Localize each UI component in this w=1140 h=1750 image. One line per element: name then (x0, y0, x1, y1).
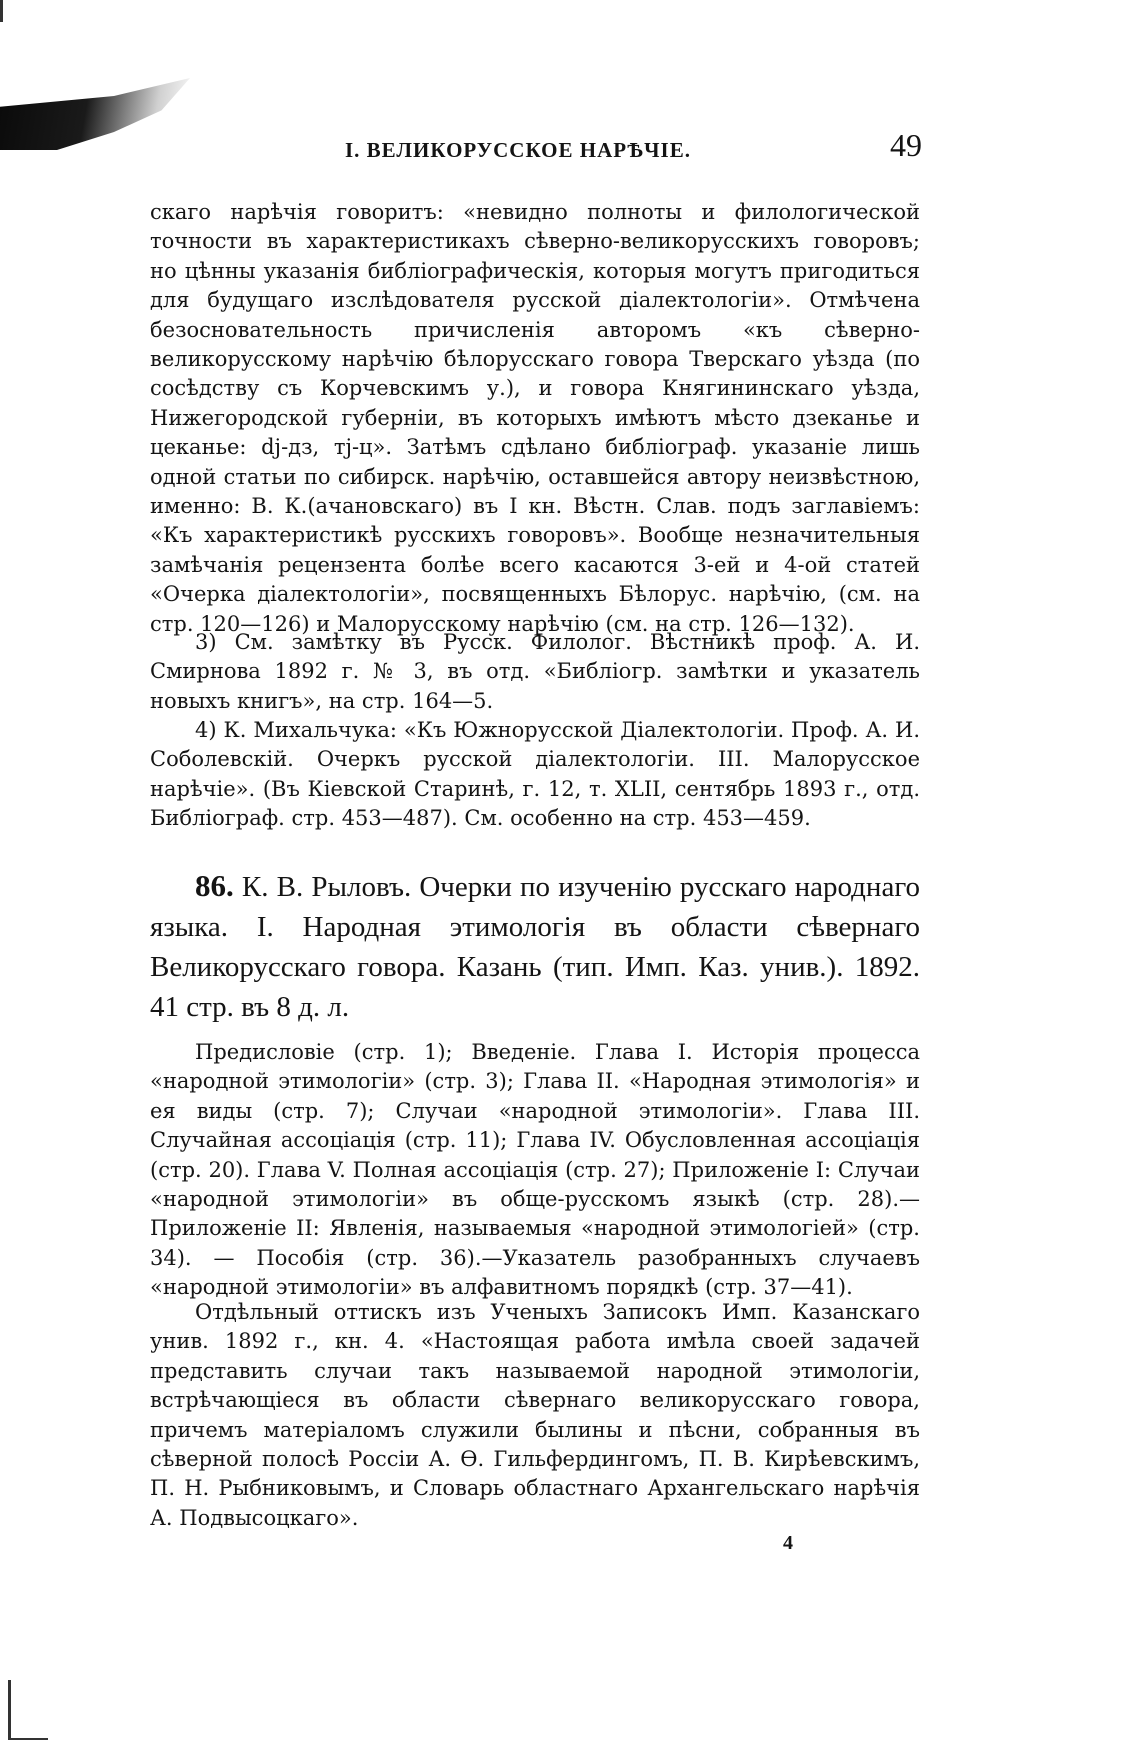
page-number: 49 (890, 127, 922, 163)
footnote-4: 4) К. Михальчука: «Къ Южнорусской Діалектологіи. Проф. А. И. Соболевскій. Очеркъ русской діалектологіи. III. Малорусское нарѣчіе». (Въ Кіевской Старинѣ, г. 12, т. XLII, сентябрь 1893 г., отд. Библіограф. стр. 453—487). См. особенно на стр. 453—459. (150, 718, 920, 831)
speck-mark (0, 0, 3, 22)
table-of-contents-paragraph: Предисловіе (стр. 1); Введеніе. Глава I. Исторія процесса «народной этимологіи» (стр. 3); Глава II. «Народная этимологія» и ея виды (стр. 7); Случаи «народной этимологіи». Глава III. Случайная ассоціація (стр. 11); Глава IV. Обусловленная ассоціація (стр. 20). Глава V. Полная ассоціація (стр. 27); Приложеніе I: Случаи «народной этимологіи» въ обще-русскомъ языкѣ (стр. 28).—Приложеніе II: Явленія, называемыя «народной этимологіей» (стр. 34). — Пособія (стр. 36).—Указатель разобранныхъ случаевъ «народной этимологіи» въ алфавитномъ порядкѣ (стр. 37—41). (150, 1040, 920, 1300)
running-title: I. ВЕЛИКОРУССКОЕ НАРѢЧІЕ. (345, 138, 691, 162)
paragraph-review-continuation: скаго нарѣчія говоритъ: «невидно полноты и филологической точности въ характеристикахъ сѣверно-великорусскихъ говоровъ; но цѣнны указанія библіографическія, которыя могутъ пригодиться для будущаго изслѣдователя русской діалектологіи». Отмѣчена безосновательность причисленія авторомъ «къ сѣверно-великорусскому нарѣчію бѣлорусскаго говора Тверскаго уѣзда (по сосѣдству съ Корчевскимъ у.), и говора Княгининскаго уѣзда, Нижегородской губерніи, въ которыхъ имѣютъ мѣсто дзеканье и цеканье: dj-дз, тj-ц». Затѣмъ сдѣлано библіограф. указаніе лишь одной статьи по сибирск. нарѣчію, оставшейся автору неизвѣстною, именно: В. К.(ачановскаго) въ I кн. Вѣстн. Слав. подъ заглавіемъ: «Къ характеристикѣ русскихъ говоровъ». Вообще незначительныя замѣчанія рецензента болѣе всего касаются 3-ей и 4-ой статей «Очерка діалектологіи», посвященныхъ Бѣлорус. нарѣчію, (см. на стр. 120—126) и Малорусскому нарѣчію (см. на стр. 126—132). (150, 200, 920, 636)
entry-number: 86. (195, 868, 234, 903)
offprint-paragraph: Отдѣльный оттискъ изъ Ученыхъ Записокъ Имп. Казанскаго унив. 1892 г., кн. 4. «Настоящая работа имѣла своей задачей представить случаи такъ называемой народной этимологіи, встрѣчающіеся въ области сѣвернаго великорусскаго говора, причемъ матеріаломъ служили былины и пѣсни, собранныя въ сѣверной полосѣ Россіи А. Ѳ. Гильфердингомъ, П. В. Кирѣевскимъ, П. Н. Рыбниковымъ, и Словарь областнаго Архангельскаго нарѣчія А. Подвысоцкаго». (150, 1300, 920, 1530)
speck-mark (8, 1680, 11, 1740)
entry-heading (150, 866, 920, 1027)
footnote-3: 3) См. замѣтку въ Русск. Филолог. Вѣстникѣ проф. А. И. Смирнова 1892 г. № 3, въ отд. «Библіогр. замѣтки и указатель новыхъ книгъ», на стр. 164—5. (150, 630, 920, 713)
signature-mark: 4 (783, 1532, 793, 1554)
speck-mark (8, 1738, 48, 1740)
ink-blot-decoration (0, 78, 190, 150)
entry-title: К. В. Рыловъ. Очерки по изученію русскаго народнаго языка. I. Народная этимологія въ области сѣвернаго Великорусскаго говора. Казань (тип. Имп. Каз. унив.). 1892. 41 стр. въ 8 д. л. (150, 871, 920, 1023)
